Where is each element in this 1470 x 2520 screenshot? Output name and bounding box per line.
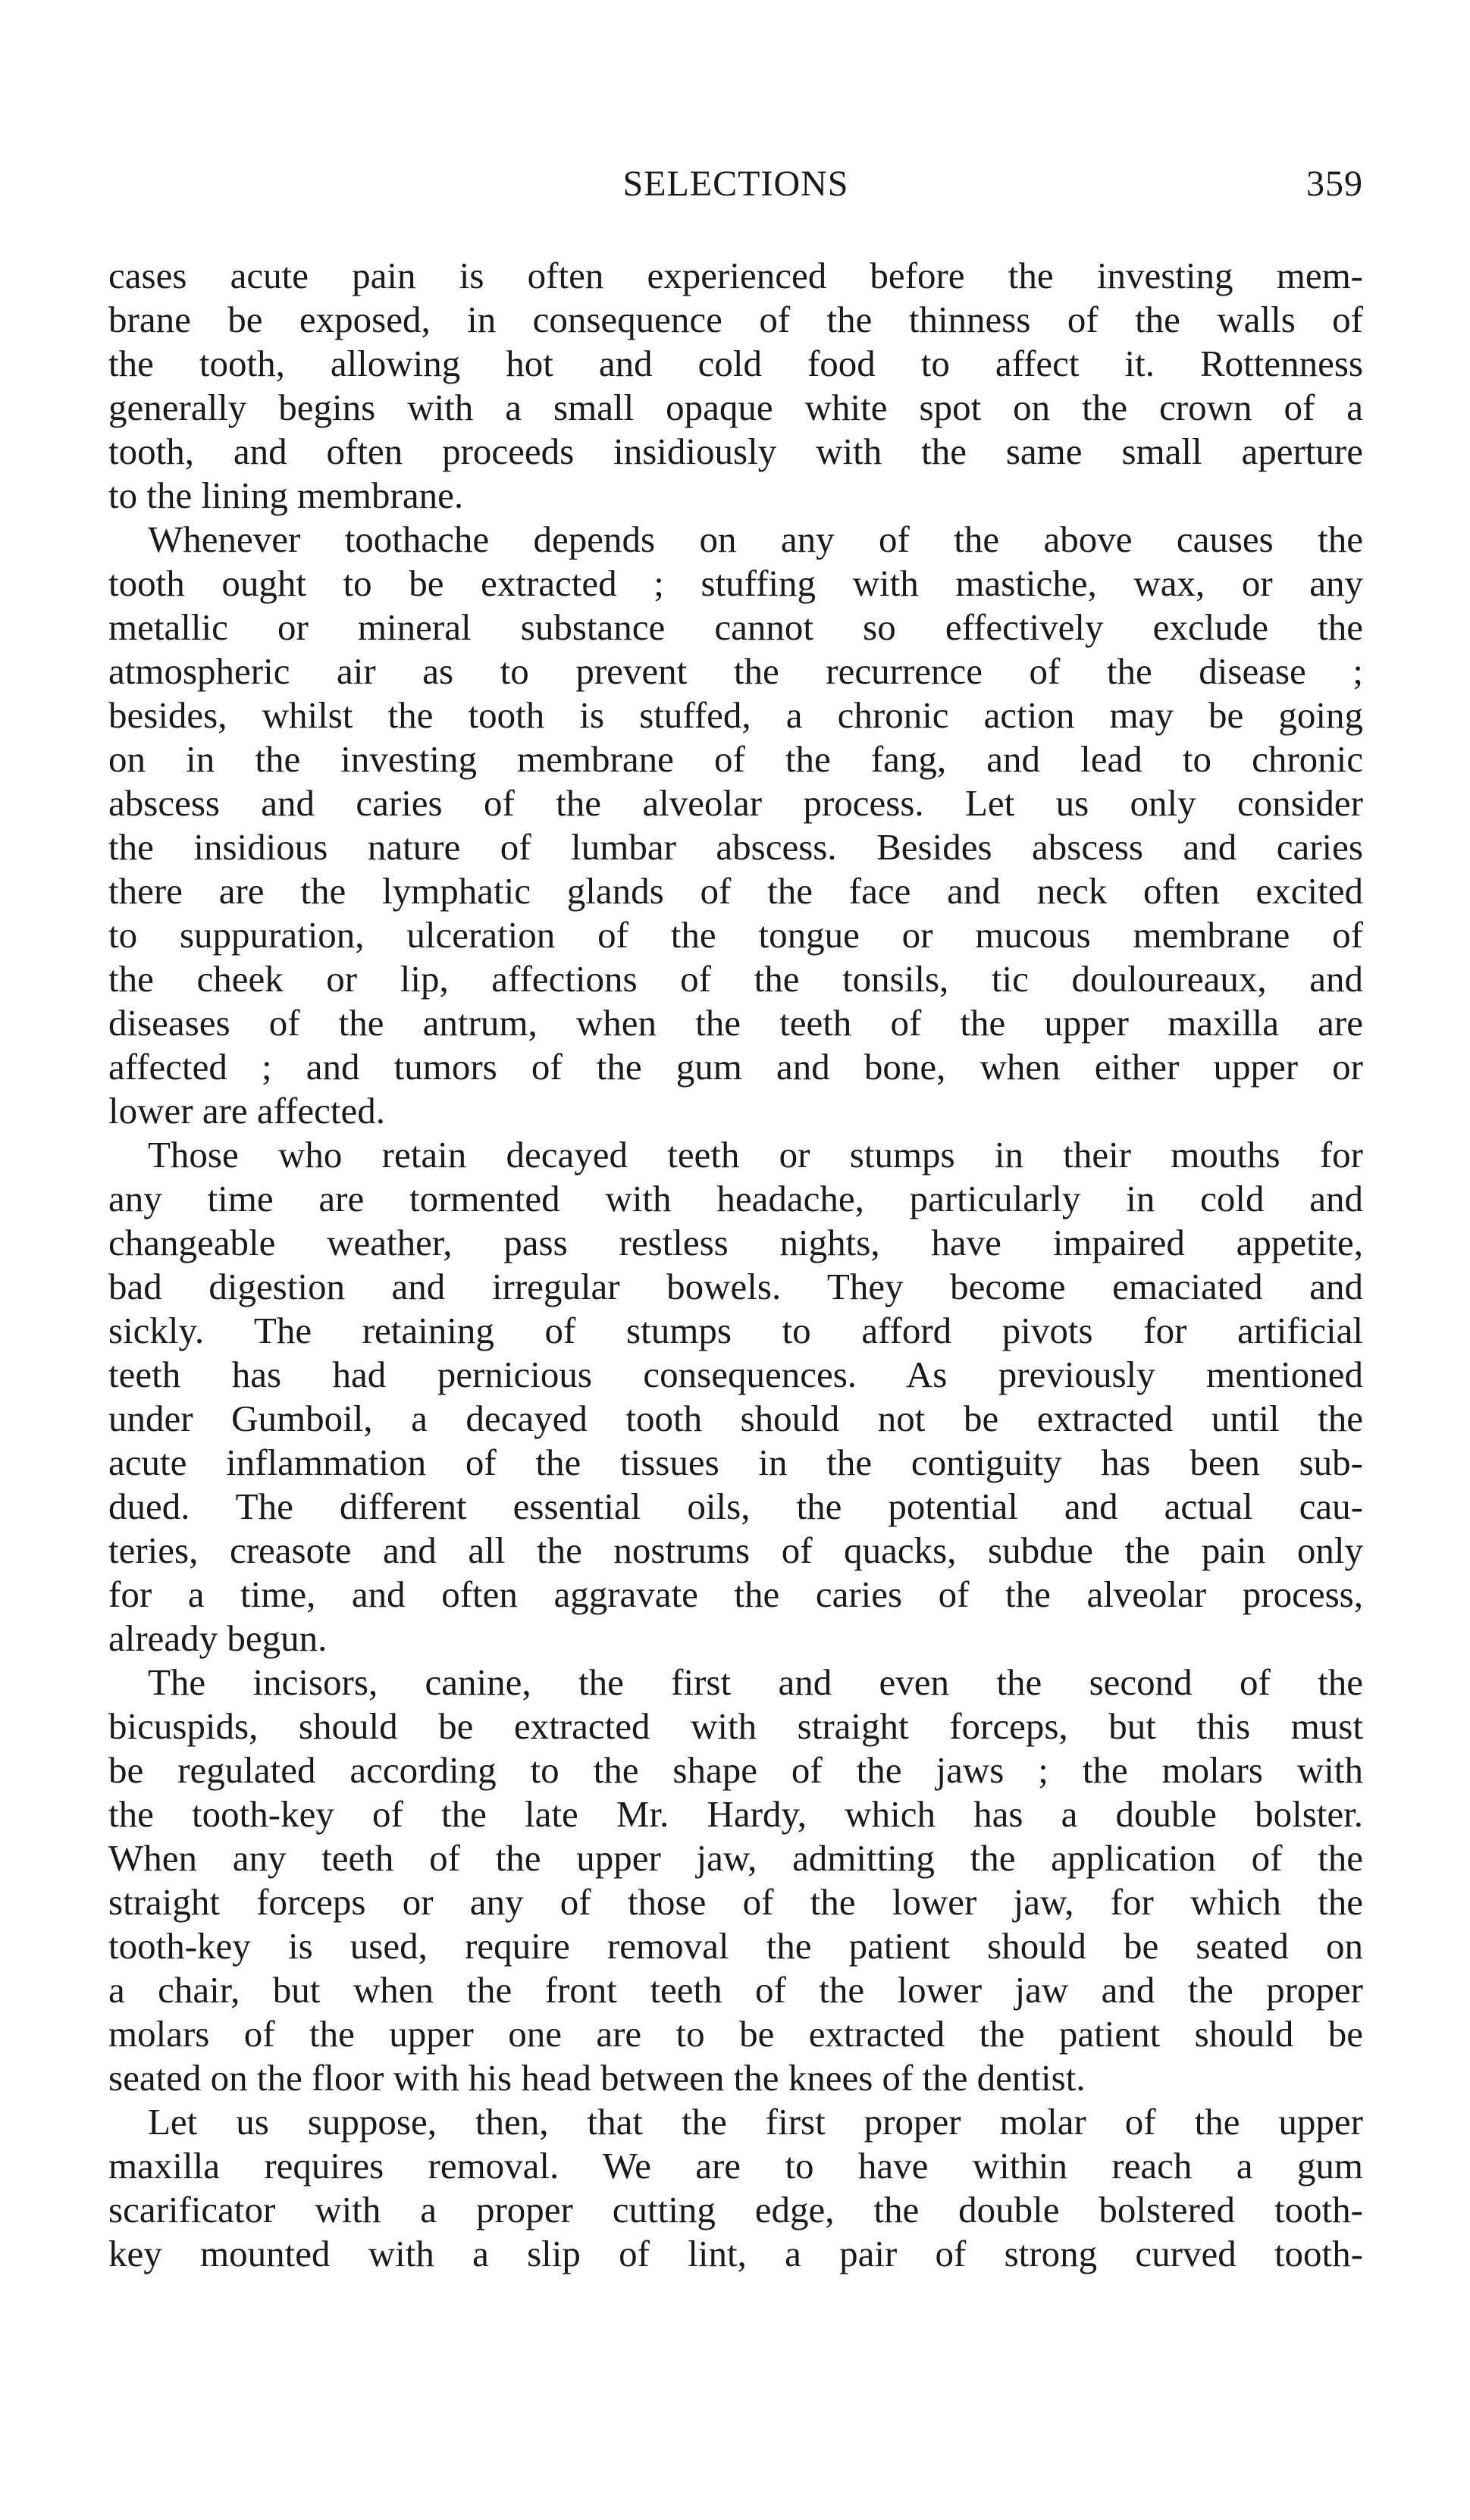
- text-line: key mounted with a slip of lint, a pair of strong curved tooth-: [108, 2233, 1363, 2274]
- text-line: be regulated according to the shape of the jaws ; the molars with: [108, 1749, 1363, 1791]
- text-line: on in the investing membrane of the fang, and lead to chronic: [108, 738, 1363, 780]
- text-line: tooth-key is used, require removal the patient should be seated on: [108, 1925, 1363, 1967]
- text-line: tooth ought to be extracted ; stuffing with mastiche, wax, or any: [108, 562, 1363, 604]
- text-line: Whenever toothache depends on any of the above causes the: [148, 518, 1363, 560]
- text-line: besides, whilst the tooth is stuffed, a chronic action may be going: [108, 694, 1363, 736]
- text-line: dued. The different essential oils, the potential and actual cau-: [108, 1485, 1363, 1527]
- page-number: 359: [1306, 164, 1363, 204]
- text-line: bicuspids, should be extracted with straight forceps, but this must: [108, 1705, 1363, 1747]
- text-line: lower are affected.: [108, 1090, 385, 1132]
- text-line: seated on the floor with his head between the knees of the dentist.: [108, 2057, 1086, 2099]
- text-line: the insidious nature of lumbar abscess. Besides abscess and caries: [108, 826, 1363, 868]
- text-line: scarificator with a proper cutting edge, the double bolstered tooth-: [108, 2189, 1363, 2230]
- running-title: SELECTIONS: [622, 164, 849, 204]
- text-line: affected ; and tumors of the gum and bone, when either upper or: [108, 1046, 1363, 1088]
- text-line: straight forceps or any of those of the lower jaw, for which the: [108, 1881, 1363, 1923]
- text-line: cases acute pain is often experienced before the investing mem-: [108, 255, 1363, 296]
- text-line: tooth, and often proceeds insidiously with the same small aperture: [108, 430, 1363, 472]
- text-line: molars of the upper one are to be extracted the patient should be: [108, 2013, 1363, 2055]
- text-line: diseases of the antrum, when the teeth of the upper maxilla are: [108, 1002, 1363, 1044]
- running-head: [108, 163, 1363, 216]
- text-line: sickly. The retaining of stumps to afford pivots for artificial: [108, 1310, 1363, 1351]
- body-text: [108, 254, 1363, 2276]
- text-line: brane be exposed, in consequence of the thinness of the walls of: [108, 299, 1363, 340]
- text-line: generally begins with a small opaque white spot on the crown of a: [108, 387, 1363, 428]
- text-line: the tooth-key of the late Mr. Hardy, which has a double bolster.: [108, 1793, 1363, 1835]
- text-line: changeable weather, pass restless nights, have impaired appetite,: [108, 1222, 1363, 1263]
- text-line: any time are tormented with headache, particularly in cold and: [108, 1178, 1363, 1219]
- text-line: teries, creasote and all the nostrums of quacks, subdue the pain only: [108, 1529, 1363, 1571]
- book-page: [108, 163, 1363, 2276]
- text-line: there are the lymphatic glands of the face and neck often excited: [108, 870, 1363, 912]
- text-line: abscess and caries of the alveolar process. Let us only consider: [108, 782, 1363, 824]
- text-line: bad digestion and irregular bowels. They become emaciated and: [108, 1266, 1363, 1307]
- text-line: to suppuration, ulceration of the tongue or mucous membrane of: [108, 914, 1363, 956]
- text-line: maxilla requires removal. We are to have within reach a gum: [108, 2145, 1363, 2187]
- text-line: for a time, and often aggravate the caries of the alveolar process,: [108, 1573, 1363, 1615]
- text-line: teeth has had pernicious consequences. As previously mentioned: [108, 1354, 1363, 1395]
- text-line: under Gumboil, a decayed tooth should not be extracted until the: [108, 1398, 1363, 1439]
- text-line: When any teeth of the upper jaw, admitting the application of the: [108, 1837, 1363, 1879]
- text-line: to the lining membrane.: [108, 474, 464, 516]
- text-line: the tooth, allowing hot and cold food to affect it. Rottenness: [108, 343, 1363, 384]
- text-line: Let us suppose, then, that the first proper molar of the upper: [148, 2101, 1363, 2143]
- text-line: The incisors, canine, the first and even the second of the: [148, 1661, 1363, 1703]
- text-line: the cheek or lip, affections of the tonsils, tic douloureaux, and: [108, 958, 1363, 1000]
- text-line: metallic or mineral substance cannot so effectively exclude the: [108, 606, 1363, 648]
- text-line: acute inflammation of the tissues in the contiguity has been sub-: [108, 1442, 1363, 1483]
- text-line: Those who retain decayed teeth or stumps in their mouths for: [148, 1134, 1363, 1175]
- text-line: already begun.: [108, 1617, 328, 1659]
- text-line: atmospheric air as to prevent the recurrence of the disease ;: [108, 650, 1363, 692]
- text-line: a chair, but when the front teeth of the lower jaw and the proper: [108, 1969, 1363, 2011]
